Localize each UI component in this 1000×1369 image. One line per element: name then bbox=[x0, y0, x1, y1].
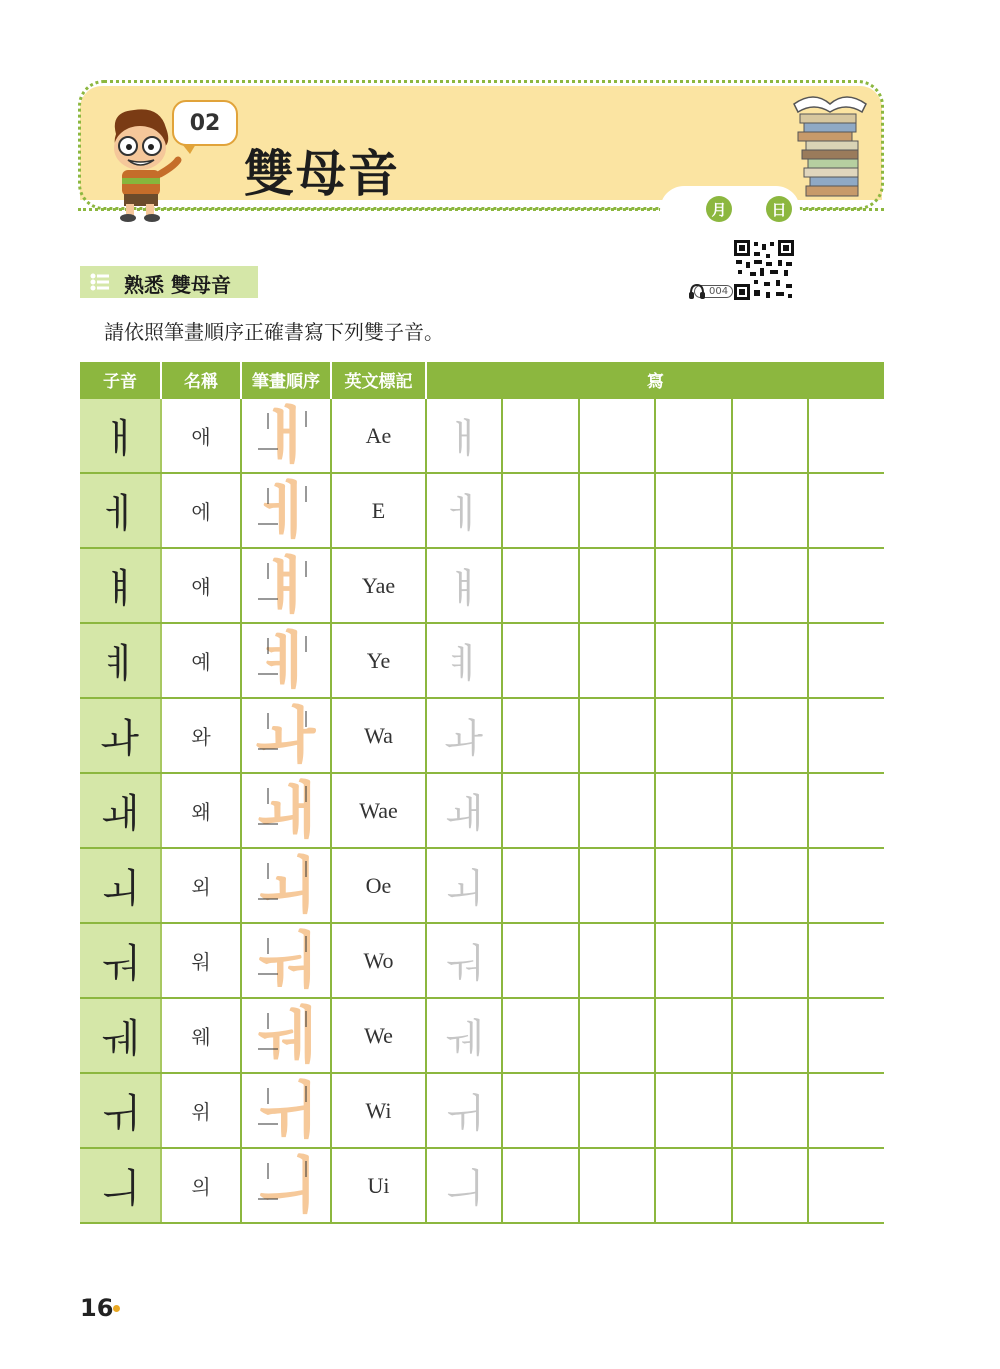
header-name: 名稱 bbox=[161, 362, 241, 398]
table-row bbox=[80, 848, 884, 923]
writing-box[interactable] bbox=[579, 1148, 655, 1223]
day-label: 日 bbox=[766, 196, 792, 222]
writing-box[interactable] bbox=[732, 698, 808, 773]
writing-box[interactable] bbox=[502, 548, 579, 623]
writing-box[interactable] bbox=[579, 398, 655, 473]
writing-box[interactable] bbox=[808, 998, 884, 1073]
writing-box[interactable] bbox=[655, 923, 732, 998]
stroke-order-cell bbox=[241, 1073, 331, 1148]
headphones-icon bbox=[688, 282, 706, 300]
romanization-cell: E bbox=[331, 473, 426, 548]
vowel-cell: ㅞ bbox=[80, 998, 161, 1073]
stroke-order-cell bbox=[241, 548, 331, 623]
stroke-arrows-icon bbox=[242, 399, 332, 472]
table-row bbox=[80, 623, 884, 698]
stroke-order-glyph: ㅝ bbox=[256, 923, 316, 997]
vowel-name-cell: 얘 bbox=[161, 548, 241, 623]
stroke-order-glyph: ㅐ bbox=[256, 398, 316, 472]
stroke-order-glyph: ㅞ bbox=[256, 998, 316, 1072]
stroke-order-cell bbox=[241, 923, 331, 998]
header-write: 寫 bbox=[426, 362, 884, 398]
writing-box[interactable] bbox=[502, 1073, 579, 1148]
romanization-cell: Ae bbox=[331, 398, 426, 473]
stroke-arrows-icon bbox=[242, 549, 332, 622]
writing-box[interactable] bbox=[502, 473, 579, 548]
romanization-cell: Wa bbox=[331, 698, 426, 773]
romanization-cell: Wi bbox=[331, 1073, 426, 1148]
vowel-cell: ㅒ bbox=[80, 548, 161, 623]
vowel-cell: ㅢ bbox=[80, 1148, 161, 1223]
stroke-order-cell bbox=[241, 998, 331, 1073]
stroke-arrows-icon bbox=[242, 999, 332, 1072]
vowel-practice-table bbox=[80, 362, 884, 1224]
instruction-text: 請依照筆畫順序正確書寫下列雙子音。 bbox=[104, 320, 444, 344]
vowel-name-cell: 위 bbox=[161, 1073, 241, 1148]
stroke-order-glyph: ㅚ bbox=[256, 848, 316, 922]
header-romanization: 英文標記 bbox=[331, 362, 426, 398]
section-bullet-icon bbox=[90, 273, 110, 291]
table-row bbox=[80, 398, 884, 473]
writing-box[interactable] bbox=[655, 848, 732, 923]
stroke-order-cell bbox=[241, 1148, 331, 1223]
writing-box[interactable] bbox=[579, 923, 655, 998]
writing-box[interactable] bbox=[808, 1148, 884, 1223]
writing-box[interactable] bbox=[732, 923, 808, 998]
vowel-cell: ㅙ bbox=[80, 773, 161, 848]
book-stack-illustration bbox=[788, 90, 870, 200]
vowel-name-cell: 외 bbox=[161, 848, 241, 923]
romanization-cell: Yae bbox=[331, 548, 426, 623]
table-row bbox=[80, 923, 884, 998]
trace-guide-cell: ㅖ bbox=[426, 623, 502, 698]
vowel-cell: ㅝ bbox=[80, 923, 161, 998]
writing-box[interactable] bbox=[808, 623, 884, 698]
stroke-order-glyph: ㅒ bbox=[256, 548, 316, 622]
audio-track-badge[interactable] bbox=[688, 282, 733, 300]
vowel-cell: ㅟ bbox=[80, 1073, 161, 1148]
romanization-cell: Ye bbox=[331, 623, 426, 698]
audio-track-number: 004 bbox=[694, 285, 733, 298]
writing-box[interactable] bbox=[655, 998, 732, 1073]
table-row bbox=[80, 473, 884, 548]
stroke-arrows-icon bbox=[242, 624, 332, 697]
section-heading bbox=[80, 266, 258, 298]
vowel-name-cell: 와 bbox=[161, 698, 241, 773]
vowel-cell: ㅔ bbox=[80, 473, 161, 548]
writing-box[interactable] bbox=[579, 698, 655, 773]
stroke-order-cell bbox=[241, 398, 331, 473]
vowel-name-cell: 에 bbox=[161, 473, 241, 548]
vowel-name-cell: 워 bbox=[161, 923, 241, 998]
writing-box[interactable] bbox=[808, 773, 884, 848]
writing-box[interactable] bbox=[732, 1073, 808, 1148]
stroke-order-cell bbox=[241, 623, 331, 698]
stroke-arrows-icon bbox=[242, 699, 332, 772]
lesson-number-badge: 02 bbox=[172, 100, 238, 146]
section-heading-text: 熟悉 雙母音 bbox=[124, 273, 231, 297]
writing-box[interactable] bbox=[579, 998, 655, 1073]
writing-box[interactable] bbox=[655, 623, 732, 698]
stroke-arrows-icon bbox=[242, 474, 332, 547]
writing-box[interactable] bbox=[732, 773, 808, 848]
trace-guide-cell: ㅢ bbox=[426, 1148, 502, 1223]
table-row bbox=[80, 1148, 884, 1223]
writing-box[interactable] bbox=[732, 548, 808, 623]
writing-box[interactable] bbox=[502, 848, 579, 923]
stroke-order-cell bbox=[241, 848, 331, 923]
writing-box[interactable] bbox=[732, 998, 808, 1073]
stroke-order-glyph: ㅙ bbox=[256, 773, 316, 847]
vowel-name-cell: 웨 bbox=[161, 998, 241, 1073]
writing-box[interactable] bbox=[655, 473, 732, 548]
writing-box[interactable] bbox=[808, 473, 884, 548]
writing-box[interactable] bbox=[808, 848, 884, 923]
stroke-order-cell bbox=[241, 698, 331, 773]
writing-box[interactable] bbox=[655, 698, 732, 773]
writing-box[interactable] bbox=[502, 1148, 579, 1223]
page-number: 16 bbox=[80, 1294, 114, 1322]
writing-box[interactable] bbox=[808, 698, 884, 773]
table-row bbox=[80, 548, 884, 623]
writing-box[interactable] bbox=[655, 398, 732, 473]
trace-guide-cell: ㅝ bbox=[426, 923, 502, 998]
writing-box[interactable] bbox=[808, 923, 884, 998]
writing-box[interactable] bbox=[579, 1073, 655, 1148]
trace-guide-cell: ㅟ bbox=[426, 1073, 502, 1148]
stroke-order-cell bbox=[241, 773, 331, 848]
writing-box[interactable] bbox=[502, 623, 579, 698]
trace-guide-cell: ㅞ bbox=[426, 998, 502, 1073]
vowel-cell: ㅐ bbox=[80, 398, 161, 473]
romanization-cell: Wae bbox=[331, 773, 426, 848]
writing-box[interactable] bbox=[655, 773, 732, 848]
stroke-order-glyph: ㅟ bbox=[256, 1073, 316, 1147]
stroke-arrows-icon bbox=[242, 774, 332, 847]
writing-box[interactable] bbox=[732, 398, 808, 473]
writing-box[interactable] bbox=[579, 473, 655, 548]
table-row bbox=[80, 698, 884, 773]
writing-box[interactable] bbox=[502, 698, 579, 773]
writing-box[interactable] bbox=[732, 473, 808, 548]
writing-box[interactable] bbox=[579, 773, 655, 848]
writing-box[interactable] bbox=[732, 1148, 808, 1223]
vowel-name-cell: 예 bbox=[161, 623, 241, 698]
stroke-arrows-icon bbox=[242, 849, 332, 922]
stroke-order-glyph: ㅔ bbox=[256, 473, 316, 547]
month-label: 月 bbox=[706, 196, 732, 222]
romanization-cell: Ui bbox=[331, 1148, 426, 1223]
writing-box[interactable] bbox=[808, 548, 884, 623]
writing-box[interactable] bbox=[655, 548, 732, 623]
stroke-arrows-icon bbox=[242, 1074, 332, 1147]
trace-guide-cell: ㅚ bbox=[426, 848, 502, 923]
romanization-cell: Oe bbox=[331, 848, 426, 923]
table-row bbox=[80, 773, 884, 848]
vowel-cell: ㅖ bbox=[80, 623, 161, 698]
stroke-arrows-icon bbox=[242, 924, 332, 997]
trace-guide-cell: ㅘ bbox=[426, 698, 502, 773]
trace-guide-cell: ㅔ bbox=[426, 473, 502, 548]
writing-box[interactable] bbox=[502, 923, 579, 998]
writing-box[interactable] bbox=[808, 1073, 884, 1148]
writing-box[interactable] bbox=[732, 623, 808, 698]
table-row bbox=[80, 1073, 884, 1148]
vowel-cell: ㅘ bbox=[80, 698, 161, 773]
qr-code-icon[interactable] bbox=[734, 240, 794, 300]
header-vowel: 子音 bbox=[80, 362, 161, 398]
trace-guide-cell: ㅒ bbox=[426, 548, 502, 623]
writing-box[interactable] bbox=[579, 848, 655, 923]
vowel-cell: ㅚ bbox=[80, 848, 161, 923]
writing-box[interactable] bbox=[502, 998, 579, 1073]
table-row bbox=[80, 998, 884, 1073]
writing-box[interactable] bbox=[732, 848, 808, 923]
trace-guide-cell: ㅐ bbox=[426, 398, 502, 473]
writing-box[interactable] bbox=[655, 1148, 732, 1223]
writing-box[interactable] bbox=[655, 1073, 732, 1148]
stroke-arrows-icon bbox=[242, 1149, 332, 1222]
table-header-row bbox=[80, 362, 884, 398]
writing-box[interactable] bbox=[502, 398, 579, 473]
vowel-name-cell: 애 bbox=[161, 398, 241, 473]
header-stroke-order: 筆畫順序 bbox=[241, 362, 331, 398]
vowel-name-cell: 의 bbox=[161, 1148, 241, 1223]
stroke-order-cell bbox=[241, 473, 331, 548]
romanization-cell: We bbox=[331, 998, 426, 1073]
writing-box[interactable] bbox=[579, 623, 655, 698]
lesson-title: 雙母音 bbox=[244, 145, 400, 203]
trace-guide-cell: ㅙ bbox=[426, 773, 502, 848]
stroke-order-glyph: ㅢ bbox=[256, 1148, 316, 1222]
stroke-order-glyph: ㅖ bbox=[256, 623, 316, 697]
page-number-dot bbox=[113, 1305, 120, 1312]
romanization-cell: Wo bbox=[331, 923, 426, 998]
stroke-order-glyph: ㅘ bbox=[256, 698, 316, 772]
writing-box[interactable] bbox=[579, 548, 655, 623]
writing-box[interactable] bbox=[808, 398, 884, 473]
writing-box[interactable] bbox=[502, 773, 579, 848]
vowel-name-cell: 왜 bbox=[161, 773, 241, 848]
